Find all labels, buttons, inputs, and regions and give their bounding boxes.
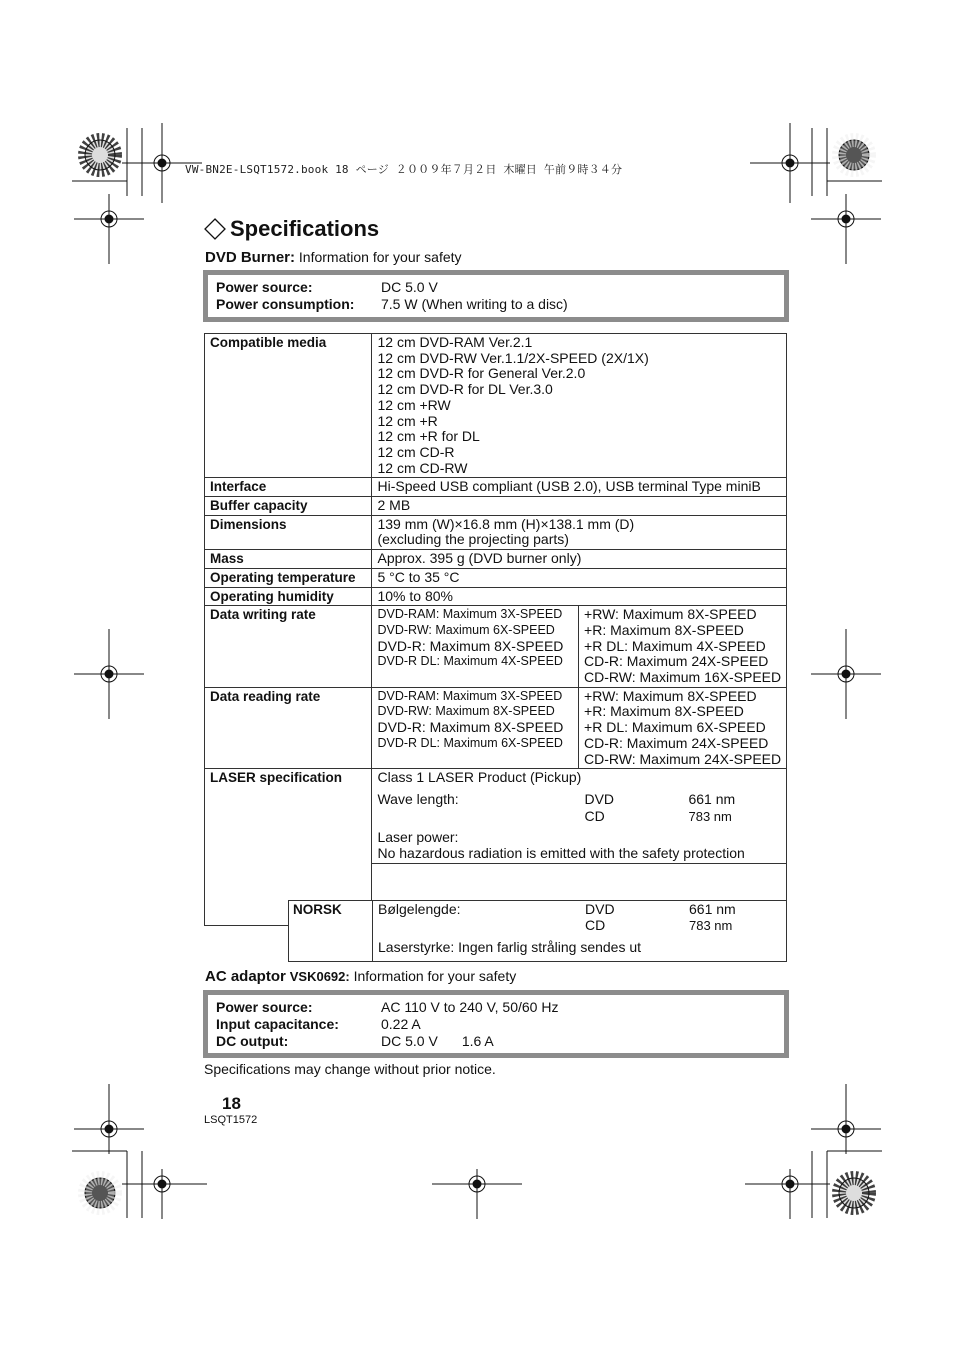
power-source-value: DC 5.0 V: [381, 279, 438, 295]
table-row: [205, 334, 787, 478]
compatible-media-list: [372, 334, 787, 478]
list-item: +RW: Maximum 8X-SPEED: [584, 687, 757, 704]
operating-humidity-value: 10% to 80%: [372, 587, 787, 606]
norsk-value: [373, 901, 786, 961]
mass-value: Approx. 395 g (DVD burner only): [372, 550, 787, 569]
laser-class: Class 1 LASER Product (Pickup): [377, 769, 582, 786]
norsk-cd-value: 783 nm: [689, 917, 733, 933]
table-row: [205, 568, 787, 587]
file-header-line: VW-BN2E-LSQT1572.book 18 ページ ２００９年７月２日 木曜日 午前９時３４分: [185, 163, 623, 176]
list-item: 12 cm +RW: [377, 396, 451, 413]
ac-adaptor-box: [203, 990, 789, 1058]
page-title-text: Specifications: [230, 216, 380, 241]
list-item: DVD-R: Maximum 8X-SPEED: [377, 637, 564, 654]
list-item: 12 cm CD-RW: [377, 459, 468, 476]
list-item: +R DL: Maximum 4X-SPEED: [584, 637, 766, 654]
ac-power-source-label: Power source:: [216, 999, 313, 1015]
dc-output-current: 1.6 A: [461, 1033, 494, 1049]
wave-dvd-value: 661 nm: [688, 790, 736, 807]
document-code: LSQT1572: [204, 1114, 258, 1126]
dimensions-value: [372, 515, 787, 549]
power-source-row: [216, 279, 776, 296]
dvd-burner-power-box: [203, 270, 789, 322]
norsk-cd-label: CD: [585, 916, 606, 933]
list-item: DVD-RW: Maximum 8X-SPEED: [377, 704, 555, 719]
power-source-label: Power source:: [216, 279, 313, 295]
list-item: CD-RW: Maximum 16X-SPEED: [584, 669, 782, 686]
list-item: +R: Maximum 8X-SPEED: [584, 703, 744, 720]
operating-humidity-label: Operating humidity: [205, 587, 372, 606]
list-item: +RW: Maximum 8X-SPEED: [584, 606, 757, 623]
list-item: CD-R: Maximum 24X-SPEED: [584, 653, 769, 670]
power-consumption-value: 7.5 W (When writing to a disc): [381, 296, 568, 312]
mass-label: Mass: [205, 550, 372, 569]
list-item: DVD-RAM: Maximum 3X-SPEED: [377, 688, 563, 703]
wave-dvd-label: DVD: [584, 790, 615, 807]
list-item: +R DL: Maximum 6X-SPEED: [584, 719, 766, 736]
table-row: [205, 515, 787, 549]
norsk-label: NORSK: [289, 901, 373, 961]
list-item: DVD-RAM: Maximum 3X-SPEED: [377, 607, 563, 622]
norsk-section: [288, 900, 787, 962]
input-capacitance-label: Input capacitance:: [216, 1016, 339, 1032]
norsk-wave-label: Bølgelengde:: [378, 901, 461, 917]
operating-temperature-label: Operating temperature: [205, 568, 372, 587]
table-row: [205, 687, 787, 769]
wave-length-cd-row: [377, 809, 782, 825]
dvd-burner-heading: [205, 249, 462, 266]
dimensions-label: Dimensions: [205, 515, 372, 549]
reading-rate-dvd: [372, 687, 579, 769]
list-item: 12 cm +R for DL: [377, 428, 480, 445]
wave-cd-label: CD: [584, 807, 605, 824]
laser-power-label: Laser power:: [377, 829, 459, 846]
page-number: 18: [222, 1094, 241, 1113]
table-row: [205, 769, 787, 864]
buffer-capacity-value: 2 MB: [372, 497, 787, 516]
data-reading-rate-label: Data reading rate: [205, 687, 372, 769]
list-item: DVD-R DL: Maximum 6X-SPEED: [377, 735, 563, 750]
dc-output-voltage: DC 5.0 V: [381, 1033, 438, 1049]
dimensions-line: 139 mm (W)×16.8 mm (H)×138.1 mm (D): [377, 515, 635, 532]
ac-adaptor-subtitle: Information for your safety: [353, 968, 517, 984]
laser-spec-label: LASER specification: [210, 770, 343, 786]
dvd-burner-title: DVD Burner:: [205, 249, 296, 266]
table-row: [205, 587, 787, 606]
table-row: [205, 550, 787, 569]
dimensions-note: (excluding the projecting parts): [377, 531, 569, 548]
ac-power-source-row: [216, 999, 776, 1016]
interface-value: Hi-Speed USB compliant (USB 2.0), USB terminal Type miniB: [372, 478, 787, 497]
norsk-dvd-row: [378, 902, 782, 918]
data-writing-rate-label: Data writing rate: [205, 606, 372, 688]
ac-adaptor-heading: [205, 968, 516, 985]
norsk-dvd-label: DVD: [585, 901, 615, 917]
list-item: DVD-R DL: Maximum 4X-SPEED: [377, 654, 563, 669]
laser-spec-value: [372, 769, 787, 864]
compatible-media-label: Compatible media: [205, 334, 372, 478]
dvd-burner-subtitle: Information for your safety: [298, 249, 462, 265]
ac-adaptor-title: AC adaptor: [205, 968, 286, 985]
interface-label: Interface: [205, 478, 372, 497]
power-consumption-label: Power consumption:: [216, 296, 355, 312]
buffer-capacity-label: Buffer capacity: [205, 497, 372, 516]
ac-power-source-value: AC 110 V to 240 V, 50/60 Hz: [381, 999, 559, 1015]
wave-length-label: Wave length:: [377, 790, 459, 807]
table-row: [205, 497, 787, 516]
dc-output-row: [216, 1033, 776, 1050]
table-row: [205, 478, 787, 497]
norsk-dvd-value: 661 nm: [689, 901, 736, 917]
norsk-power-text: Laserstyrke: Ingen farlig stråling sendes ut: [378, 939, 642, 956]
page-title: [204, 216, 379, 242]
footnote: Specifications may change without prior notice.: [204, 1061, 496, 1077]
laser-power-text: No hazardous radiation is emitted with the safety protection: [377, 845, 745, 862]
reading-rate-other: [579, 687, 787, 769]
table-row: [205, 606, 787, 688]
operating-temperature-value: 5 °C to 35 °C: [372, 568, 787, 587]
diamond-icon: [204, 218, 226, 240]
list-item: CD-RW: Maximum 24X-SPEED: [584, 750, 782, 767]
list-item: CD-R: Maximum 24X-SPEED: [584, 734, 769, 751]
list-item: +R: Maximum 8X-SPEED: [584, 621, 744, 638]
wave-length-dvd-row: [377, 792, 782, 808]
input-capacitance-value: 0.22 A: [381, 1016, 421, 1032]
list-item: 12 cm DVD-R for General Ver.2.0: [377, 365, 586, 382]
dc-output-label: DC output:: [216, 1033, 289, 1049]
spec-table: [204, 333, 787, 926]
list-item: 12 cm CD-R: [377, 443, 455, 460]
writing-rate-other: [579, 606, 787, 688]
list-item: DVD-R: Maximum 8X-SPEED: [377, 719, 564, 736]
norsk-cd-row: [378, 918, 782, 934]
ac-adaptor-model: VSK0692:: [289, 969, 350, 984]
power-consumption-row: [216, 296, 776, 313]
list-item: 12 cm DVD-RW Ver.1.1/2X-SPEED (2X/1X): [377, 349, 649, 366]
wave-cd-value: 783 nm: [688, 808, 732, 824]
list-item: DVD-RW: Maximum 6X-SPEED: [377, 622, 555, 637]
input-capacitance-row: [216, 1016, 776, 1033]
writing-rate-dvd: [372, 606, 579, 688]
list-item: 12 cm DVD-R for DL Ver.3.0: [377, 381, 553, 398]
list-item: 12 cm DVD-RAM Ver.2.1: [377, 334, 533, 350]
list-item: 12 cm +R: [377, 412, 438, 429]
